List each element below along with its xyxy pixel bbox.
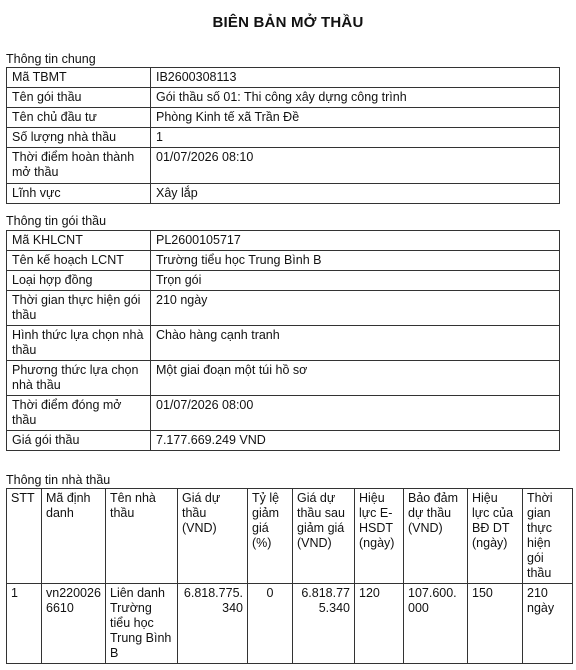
- bidder-table: [6, 488, 573, 664]
- cell-guarantee-validity: 150: [468, 584, 523, 664]
- row-label: Số lượng nhà thầu: [7, 128, 151, 148]
- table-row: [7, 68, 560, 88]
- table-row: [7, 128, 560, 148]
- table-row: [7, 251, 560, 271]
- general-info-table: [6, 67, 560, 204]
- table-row: [7, 184, 560, 204]
- table-row: [7, 431, 560, 451]
- col-header-price-after: Giá dự thầu sau giảm giá (VND): [293, 489, 355, 584]
- table-row: [7, 326, 560, 361]
- cell-guarantee: 107.600.000: [404, 584, 468, 664]
- table-row: [7, 148, 560, 184]
- row-value: 01/07/2026 08:00: [151, 396, 560, 431]
- general-info-heading: Thông tin chung: [6, 52, 96, 66]
- table-row: [7, 108, 560, 128]
- row-label: Thời điểm đóng mở thầu: [7, 396, 151, 431]
- table-row: [7, 271, 560, 291]
- row-value: 210 ngày: [151, 291, 560, 326]
- row-value: Một giai đoạn một túi hồ sơ: [151, 361, 560, 396]
- cell-name: Liên danh Trường tiểu học Trung Bình B: [106, 584, 178, 664]
- package-info-table: [6, 230, 560, 451]
- col-header-guarantee-validity: Hiệu lực của BĐ DT (ngày): [468, 489, 523, 584]
- row-value: Phòng Kinh tế xã Trần Đề: [151, 108, 560, 128]
- row-label: Mã KHLCNT: [7, 231, 151, 251]
- col-header-validity: Hiệu lực E-HSDT (ngày): [355, 489, 404, 584]
- row-label: Mã TBMT: [7, 68, 151, 88]
- table-row: [7, 291, 560, 326]
- row-value: 1: [151, 128, 560, 148]
- cell-validity: 120: [355, 584, 404, 664]
- col-header-code: Mã định danh: [42, 489, 106, 584]
- table-row: [7, 231, 560, 251]
- row-value: Trọn gói: [151, 271, 560, 291]
- row-label: Phương thức lựa chọn nhà thầu: [7, 361, 151, 396]
- row-value: Trường tiểu học Trung Bình B: [151, 251, 560, 271]
- cell-duration: 210 ngày: [523, 584, 573, 664]
- cell-stt: 1: [7, 584, 42, 664]
- table-row: [7, 584, 573, 664]
- row-label: Loại hợp đồng: [7, 271, 151, 291]
- row-value: PL2600105717: [151, 231, 560, 251]
- row-label: Tên gói thầu: [7, 88, 151, 108]
- row-value: 7.177.669.249 VND: [151, 431, 560, 451]
- row-label: Lĩnh vực: [7, 184, 151, 204]
- row-label: Thời gian thực hiện gói thầu: [7, 291, 151, 326]
- document-title: BIÊN BẢN MỞ THẦU: [212, 14, 364, 31]
- col-header-stt: STT: [7, 489, 42, 584]
- row-value: Gói thầu số 01: Thi công xây dựng công trình: [151, 88, 560, 108]
- row-value: IB2600308113: [151, 68, 560, 88]
- table-header-row: [7, 489, 573, 584]
- row-value: Xây lắp: [151, 184, 560, 204]
- row-label: Giá gói thầu: [7, 431, 151, 451]
- col-header-price: Giá dự thầu (VND): [178, 489, 248, 584]
- row-value: Chào hàng cạnh tranh: [151, 326, 560, 361]
- col-header-guarantee: Bảo đảm dự thầu (VND): [404, 489, 468, 584]
- table-row: [7, 88, 560, 108]
- cell-discount: 0: [248, 584, 293, 664]
- row-value: 01/07/2026 08:10: [151, 148, 560, 184]
- package-info-heading: Thông tin gói thầu: [6, 214, 107, 228]
- cell-price-after: 6.818.775.340: [293, 584, 355, 664]
- col-header-discount: Tỷ lệ giảm giá (%): [248, 489, 293, 584]
- bidder-info-heading: Thông tin nhà thầu: [6, 473, 111, 487]
- row-label: Tên kế hoạch LCNT: [7, 251, 151, 271]
- col-header-name: Tên nhà thầu: [106, 489, 178, 584]
- cell-code: vn2200266610: [42, 584, 106, 664]
- row-label: Tên chủ đầu tư: [7, 108, 151, 128]
- col-header-duration: Thời gian thực hiện gói thầu: [523, 489, 573, 584]
- row-label: Thời điểm hoàn thành mở thầu: [7, 148, 151, 184]
- table-row: [7, 396, 560, 431]
- cell-price: 6.818.775.340: [178, 584, 248, 664]
- table-row: [7, 361, 560, 396]
- row-label: Hình thức lựa chọn nhà thầu: [7, 326, 151, 361]
